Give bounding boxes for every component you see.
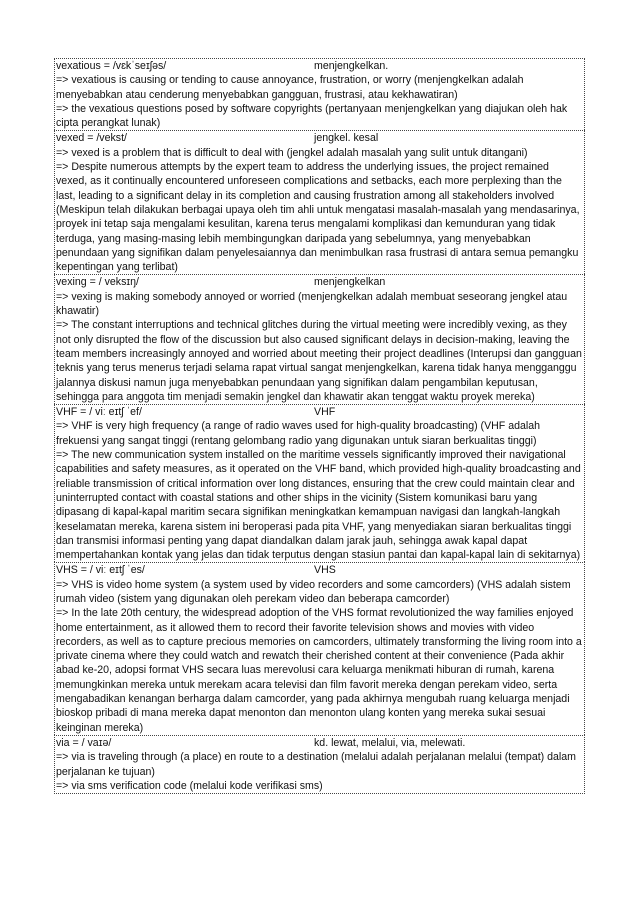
entry-vexatious (54, 58, 585, 130)
entry-head (56, 405, 583, 419)
entry-via (54, 735, 585, 794)
definition-line: => via is traveling through (a place) en route to a destination (melalui adalah perjalanan melalui (tempat) dalam perjalanan ke tujuan) (56, 751, 576, 778)
entry-head (56, 59, 583, 73)
definition-line: => vexatious is causing or tending to cause annoyance, frustration, or worry (menjengkelkan adalah menyebabkan atau cenderung menyebabkan gangguan, frustrasi, atau kekhawatiran) (56, 74, 524, 101)
entry-meaning: kd. lewat, melalui, via, melewati. (314, 736, 466, 749)
entry-term: vexatious = /vɛkˈseɪʃəs/ (56, 60, 167, 72)
example-line: => The new communication system installed on the maritime vessels significantly improved their navigational capabilities and safety measures, as it operated on the VHF band, which provided high-quality broadcasting and reliable transmission of critical information over long distances, ensuring that the crew could maintain clear and uninterrupted contact with coastal stations and other ships in the vicinity (Sistem komunikasi baru yang dipasang di kapal-kapal maritim secara signifikan meningkatkan kemampuan navigasi dan langkah-langkah keselamatan mereka, karena sistem ini beroperasi pada pita VHF, yang menyediakan siaran berkualitas tinggi dan transmisi informasi penting yang dapat diandalkan dalam jarak jauh, sehingga awak kapal dapat mempertahankan kontak yang jelas dan tidak terputus dengan stasiun pantai dan kapal-kapal lain di sekitarnya) (56, 449, 581, 562)
entry-term: via = / vaɪə/ (56, 736, 112, 749)
definition-line: => vexed is a problem that is difficult to deal with (jengkel adalah masalah yang sulit untuk ditangani) (56, 146, 528, 159)
entry-meaning: VHF (314, 406, 336, 419)
example-line: => the vexatious questions posed by software copyrights (pertanyaan menjengkelkan yang diajukan oleh hak cipta perangkat lunak) (56, 102, 568, 130)
entry-term: VHF = / viː eɪtʃ ˈef/ (56, 406, 142, 419)
entry-head (56, 131, 583, 145)
entry-head (56, 563, 583, 577)
entry-term: vexing = / veksɪŋ/ (56, 276, 139, 289)
entry-vexing (54, 274, 585, 404)
definition-line: => VHS is video home system (a system used by video recorders and some camcorders) (VHS adalah sistem rumah video (sistem yang digunakan oleh perekam video dan beberapa camcorder) (56, 578, 571, 605)
definition-line: => VHF is very high frequency (a range of radio waves used for high-quality broadcasting) (VHF adalah frekuensi yang sangat tinggi (rentang gelombang radio yang digunakan untuk siaran berkualitas tinggi) (56, 420, 541, 447)
entry-vhs (54, 562, 585, 735)
entry-term: vexed = /vekst/ (56, 132, 127, 145)
dictionary-page (54, 58, 585, 794)
entry-vhf (54, 404, 585, 562)
entry-meaning: VHS (314, 564, 336, 577)
definition-line: => vexing is making somebody annoyed or worried (menjengkelkan adalah membuat seseorang jengkel atau khawatir) (56, 290, 568, 318)
entry-vexed (54, 130, 585, 274)
entry-meaning: menjengkelkan. (314, 60, 389, 72)
example-line: => via sms verification code (melalui kode verifikasi sms) (56, 779, 323, 792)
entry-head (56, 736, 583, 750)
entry-head (56, 275, 583, 289)
example-line: => The constant interruptions and technical glitches during the virtual meeting were incredibly vexing, as they not only disrupted the flow of the discussion but also caused significant delays in decision-making, leaving the team members increasingly annoyed and worried about meeting their project deadlines (Interupsi dan gangguan teknis yang terus menerus terjadi selama rapat virtual sangat menjengkelkan, karena tidak hanya mengganggu jalannya diskusi namun juga menyebabkan penundaan yang signifikan dalam pengambilan keputusan, sehingga para anggota tim menjadi semakin jengkel dan khawatir akan tenggat waktu proyek mereka) (56, 319, 582, 403)
entry-meaning: menjengkelkan (314, 276, 386, 289)
entry-term: VHS = / viː eɪtʃ ˈes/ (56, 564, 145, 577)
entry-meaning: jengkel. kesal (314, 132, 379, 145)
example-line: => Despite numerous attempts by the expert team to address the underlying issues, the project remained vexed, as it continually encountered unforeseen complications and setbacks, each more perplexing than the last, leading to a significant delay in its completion and causing frustration among all stakeholders involved (Meskipun telah dilakukan berbagai upaya oleh tim ahli untuk mengatasi masalah-masalah yang mendasarinya, proyek ini tetap saja mengalami kesulitan, karena terus mengalami komplikasi dan kemunduran yang tidak terduga, yang masing-masing lebih membingungkan daripada yang sebelumnya, yang menyebabkan penundaan yang signifikan dalam penyelesaiannya dan menimbulkan rasa frustrasi di antara semua pemangku kepentingan yang terlibat) (56, 161, 580, 274)
example-line: => In the late 20th century, the widespread adoption of the VHS format revolutionized the way families enjoyed home entertainment, as it allowed them to record their favorite television shows and movies with video recorders, as well as to capture precious memories on camcorders, ultimately transforming the living room into a private cinema where they could watch and rewatch their cherished content at their convenience (Pada akhir abad ke-20, adopsi format VHS secara luas merevolusi cara keluarga menikmati hiburan di rumah, karena memungkinkan mereka untuk merekam acara televisi dan film favorit mereka dengan perekam video, serta mengabadikan kenangan berharga dalam camcorder, yang pada akhirnya mengubah ruang keluarga menjadi bioskop pribadi di mana mereka dapat menonton dan menonton ulang konten yang mereka sukai sesuai keinginan mereka) (56, 607, 582, 734)
